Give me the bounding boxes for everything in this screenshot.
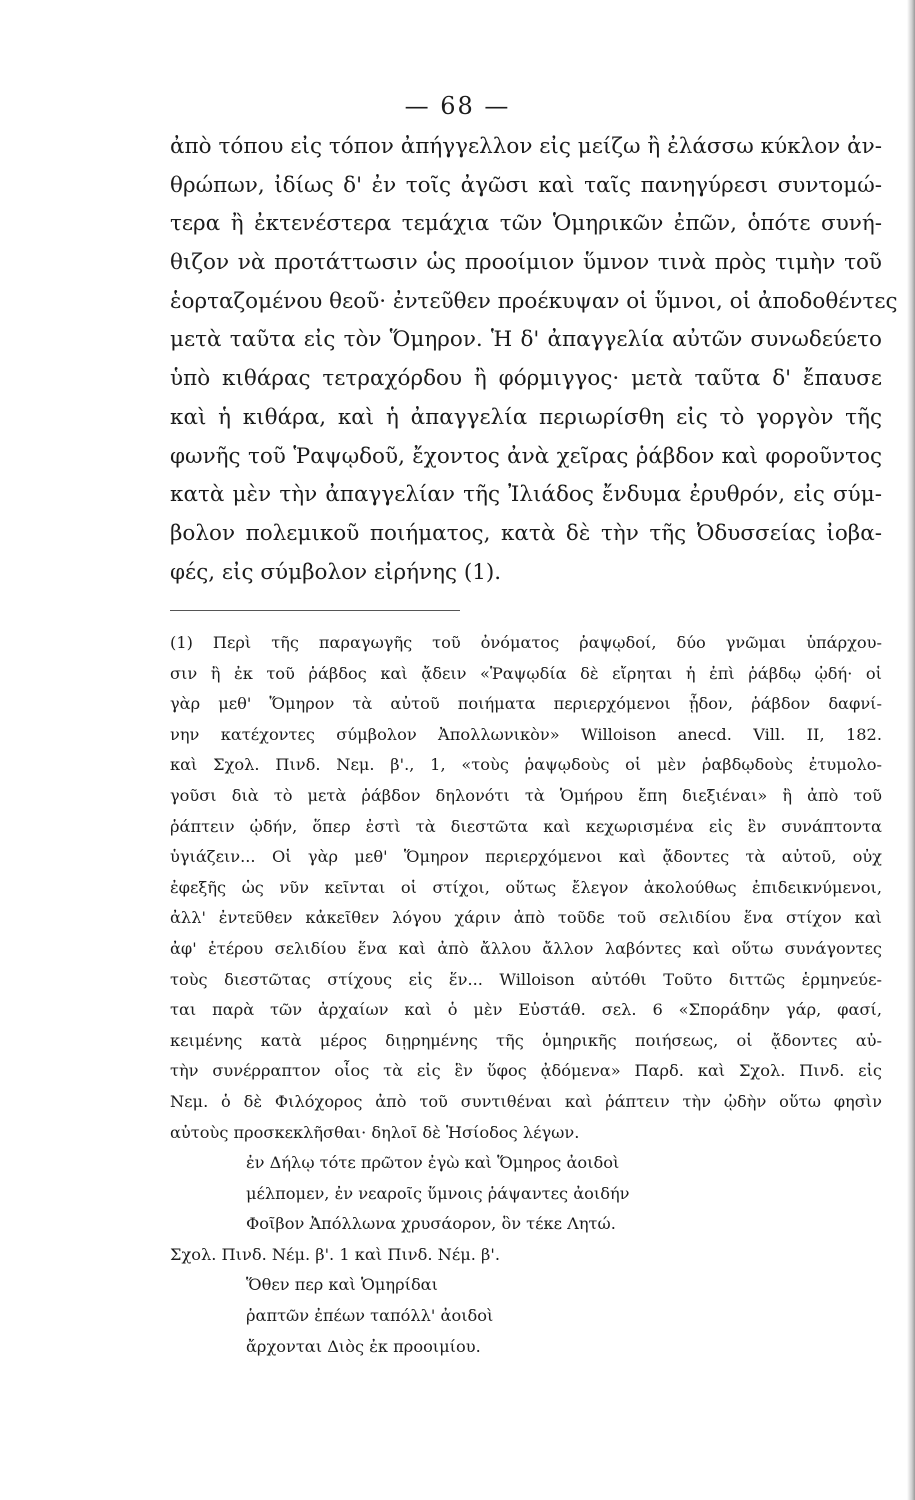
footnote-separator xyxy=(170,610,460,611)
text-line: θρώπων, ἰδίως δ' ἐν τοῖς ἀγῶσι καὶ ταῖς πανηγύρεσι συντομώ- xyxy=(170,172,882,198)
footnote-line: νην κατέχοντες σύμβολον Ἀπολλωνικὸν» Willoison anecd. Vill. II, 182. xyxy=(170,724,882,744)
footnote-line: καὶ Σχολ. Πινδ. Νεμ. β'., 1, «τοὺς ῥαψῳδοὺς οἱ μὲν ῥαβδῳδοὺς ἐτυμολο- xyxy=(170,755,882,775)
text-line: ὑπὸ κιθάρας τετραχόρδου ἢ φόρμιγγος· μετὰ ταῦτα δ' ἔπαυσε xyxy=(170,366,882,392)
main-text-block xyxy=(170,128,898,592)
footnote-line: τοὺς διεστῶτας στίχους εἰς ἕν... Willoison αὐτόθι Τοῦτο διττῶς ἑρμηνεύε- xyxy=(170,969,882,989)
footnote-line: ἐφεξῆς ὡς νῦν κεῖνται οἱ στίχοι, οὕτως ἔλεγον ἀκολούθως ἐπιδεικνύμενοι, xyxy=(170,877,882,897)
footnote-line: ἀλλ' ἐντεῦθεν κἀκεῖθεν λόγου χάριν ἀπὸ τοῦδε τοῦ σελιδίου ἕνα στίχον καὶ xyxy=(170,908,882,928)
footnote-line: ὑγιάζειν... Οἱ γὰρ μεθ' Ὅμηρον περιερχόμενοι καὶ ᾄδοντες τὰ αὐτοῦ, οὐχ xyxy=(170,847,882,867)
verse-line: μέλπομεν, ἐν νεαροῖς ὕμνοις ῥάψαντες ἀοιδήν xyxy=(246,1183,630,1203)
page-edge-shadow xyxy=(907,0,915,1500)
text-line: τερα ἢ ἐκτενέστερα τεμάχια τῶν Ὁμηρικῶν ἐπῶν, ὁπότε συνή- xyxy=(170,211,882,237)
footnote-line: Νεμ. ὁ δὲ Φιλόχορος ἀπὸ τοῦ συντιθέναι καὶ ῥάπτειν τὴν ᾠδὴν οὕτω φησὶν xyxy=(170,1091,882,1111)
page-number: — 68 — xyxy=(404,92,511,120)
text-line: θιζον νὰ προτάττωσιν ὡς προοίμιον ὕμνον τινὰ πρὸς τιμὴν τοῦ xyxy=(170,250,882,276)
verse-line: Ὅθεν περ καὶ Ὁμηρίδαι xyxy=(246,1275,438,1295)
text-line: ἑορταζομένου θεοῦ· ἐντεῦθεν προέκυψαν οἱ ὕμνοι, οἱ ἀποδοθέντες xyxy=(170,288,898,314)
footnote-line: κειμένης κατὰ μέρος διῃρημένης τῆς ὁμηρικῆς ποιήσεως, οἱ ᾄδοντες αὐ- xyxy=(170,1030,882,1050)
verse-line: ῥαπτῶν ἐπέων ταπόλλ' ἀοιδοὶ xyxy=(246,1306,494,1326)
verse-line: ἄρχονται Διὸς ἐκ προοιμίου. xyxy=(246,1336,481,1356)
text-line: φές, εἰς σύμβολον εἰρήνης (1). xyxy=(170,559,502,585)
text-line: βολον πολεμικοῦ ποιήματος, κατὰ δὲ τὴν τῆς Ὀδυσσείας ἰοβα- xyxy=(170,520,882,546)
footnote-line: τὴν συνέρραπτον οἷος τὰ εἰς ἓν ὕφος ᾀδόμενα» Παρδ. καὶ Σχολ. Πινδ. εἰς xyxy=(170,1061,882,1081)
footnote-line: γὰρ μεθ' Ὅμηρον τὰ αὐτοῦ ποιήματα περιερχόμενοι ᾖδον, ῥάβδον δαφνί- xyxy=(170,694,882,714)
footnote-line: ται παρὰ τῶν ἀρχαίων καὶ ὁ μὲν Εὐστάθ. σελ. 6 «Σποράδην γάρ, φασί, xyxy=(170,1000,882,1020)
footnote-line: (1) Περὶ τῆς παραγωγῆς τοῦ ὀνόματος ῥαψῳδοί, δύο γνῶμαι ὑπάρχου- xyxy=(170,633,882,652)
footnote-line: αὐτοὺς προσκεκλῆσθαι· δηλοῖ δὲ Ἡσίοδος λέγων. xyxy=(170,1122,580,1142)
text-line: ἀπὸ τόπου εἰς τόπον ἀπήγγελλον εἰς μείζω ἢ ἐλάσσω κύκλον ἀν- xyxy=(170,134,882,159)
footnote-line: ἀφ' ἑτέρου σελιδίου ἕνα καὶ ἀπὸ ἄλλου ἄλλον λαβόντες καὶ οὕτω συνάγοντες xyxy=(170,938,882,958)
footnote-line: ῥάπτειν ᾠδήν, ὅπερ ἐστὶ τὰ διεστῶτα καὶ κεχωρισμένα εἰς ἓν συνάπτοντα xyxy=(170,816,882,836)
verse-line: ἐν Δήλῳ τότε πρῶτον ἐγὼ καὶ Ὅμηρος ἀοιδοὶ xyxy=(246,1153,620,1173)
scholion-reference: Σχολ. Πινδ. Νέμ. β'. 1 καὶ Πινδ. Νέμ. β'. xyxy=(170,1244,500,1264)
text-line: φωνῆς τοῦ Ῥαψῳδοῦ, ἔχοντος ἀνὰ χεῖρας ῥάβδον καὶ φοροῦντος xyxy=(170,443,882,469)
footnote-line: σιν ἢ ἐκ τοῦ ῥάβδος καὶ ᾄδειν «Ῥαψῳδία δὲ εἴρηται ἡ ἐπὶ ῥάβδῳ ᾠδή· οἱ xyxy=(170,663,882,683)
footnote-block xyxy=(170,628,882,1362)
footnote-line: γοῦσι διὰ τὸ μετὰ ῥάβδον δηλονότι τὰ Ὁμήρου ἔπη διεξιέναι» ἢ ἀπὸ τοῦ xyxy=(170,785,882,805)
text-line: μετὰ ταῦτα εἰς τὸν Ὅμηρον. Ἡ δ' ἀπαγγελία αὐτῶν συνωδεύετο xyxy=(170,327,882,353)
text-line: κατὰ μὲν τὴν ἀπαγγελίαν τῆς Ἰλιάδος ἔνδυμα ἐρυθρόν, εἰς σύμ- xyxy=(170,482,882,508)
text-line: καὶ ἡ κιθάρα, καὶ ἡ ἀπαγγελία περιωρίσθη εἰς τὸ γοργὸν τῆς xyxy=(170,404,882,430)
verse-line: Φοῖβον Ἀπόλλωνα χρυσάορον, ὃν τέκε Λητώ. xyxy=(246,1214,616,1234)
